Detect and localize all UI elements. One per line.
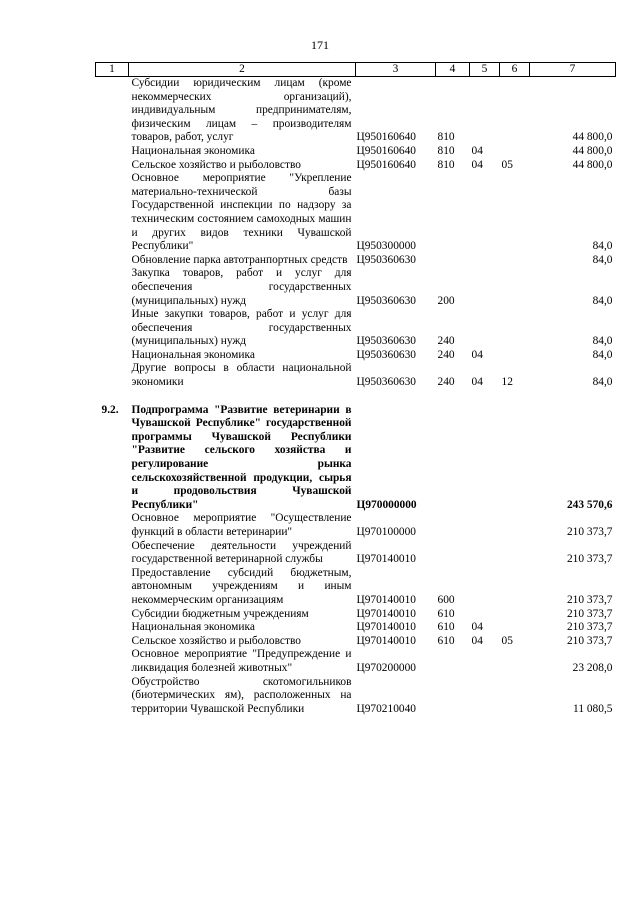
- subsection-code: [500, 145, 530, 159]
- expense-type-code: [436, 540, 470, 567]
- row-name: Другие вопросы в области национальной экономики: [131, 362, 352, 389]
- table-row: [96, 349, 616, 363]
- table-row: [96, 648, 616, 675]
- section-code: [470, 404, 500, 513]
- section-code: [470, 172, 500, 254]
- amount: 210 373,7: [566, 621, 613, 634]
- page-number: 171: [311, 38, 329, 52]
- table-row: [96, 540, 616, 567]
- subsection-code: [500, 540, 530, 567]
- column-header: 2: [129, 63, 356, 77]
- row-name: Национальная экономика: [131, 348, 255, 361]
- table-row: [96, 362, 616, 389]
- expense-type-code: 610: [437, 634, 455, 647]
- expense-type-code: 810: [437, 144, 455, 157]
- row-name: Основное мероприятие "Укрепление материально-технической базы Государственной инспекции по надзору за техническим состоянием самоходных машин и других видов техники Чувашской Республики": [131, 172, 352, 253]
- target-code: Ц950360630: [356, 376, 416, 389]
- row-index: [96, 540, 129, 567]
- expense-type-code: 810: [437, 131, 455, 144]
- row-index: [96, 145, 129, 159]
- table-row: [96, 267, 616, 308]
- section-code: [470, 676, 500, 717]
- section-code: 04: [471, 158, 483, 171]
- section-code: 04: [471, 634, 483, 647]
- expense-type-code: 610: [437, 621, 455, 634]
- amount: 44 800,0: [572, 131, 613, 144]
- expense-type-code: [436, 676, 470, 717]
- row-index: [96, 512, 129, 539]
- subsection-code: [500, 349, 530, 363]
- section-code: [470, 648, 500, 675]
- section-code: [470, 254, 500, 268]
- budget-table: [95, 62, 616, 716]
- subsection-code: [500, 172, 530, 254]
- target-code: Ц950360630: [356, 335, 416, 348]
- amount: 210 373,7: [566, 607, 613, 620]
- subsection-code: [500, 608, 530, 622]
- section-code: [470, 512, 500, 539]
- table-row: [96, 254, 616, 268]
- subsection-code: [500, 512, 530, 539]
- column-header: 4: [436, 63, 470, 77]
- subsection-code: [500, 308, 530, 349]
- row-name: Обновление парка автотранпортных средств: [131, 253, 348, 266]
- amount: 44 800,0: [572, 158, 613, 171]
- row-name: Обустройство скотомогильников (биотермических ям), расположенных на территории Чувашской Республики: [131, 675, 352, 715]
- row-index: [96, 635, 129, 649]
- section-code: 04: [471, 621, 483, 634]
- row-name: Субсидии бюджетным учреждениям: [131, 607, 309, 620]
- subsection-code: [500, 676, 530, 717]
- row-index: [96, 362, 129, 389]
- row-name: Основное мероприятие "Предупреждение и ликвидация болезней животных": [131, 648, 352, 674]
- table-row: [96, 77, 616, 145]
- section-code: 04: [471, 144, 483, 157]
- section-code: [470, 608, 500, 622]
- section-code: 04: [471, 348, 483, 361]
- table-row: [96, 567, 616, 608]
- target-code: Ц970100000: [356, 526, 416, 538]
- row-name: Субсидии юридическим лицам (кроме некоммерческих организаций), индивидуальным предпринимателям, физическим лицам – производителям товаров, работ, услуг: [131, 77, 352, 144]
- target-code: Ц950160640: [356, 131, 416, 144]
- row-index: [96, 172, 129, 254]
- target-code: Ц950160640: [356, 158, 416, 171]
- target-code: Ц970140010: [356, 634, 416, 647]
- amount: 23 208,0: [572, 661, 613, 674]
- row-name: Обеспечение деятельности учреждений государственной ветеринарной службы: [131, 539, 352, 566]
- expense-type-code: [436, 512, 470, 539]
- amount: 84,0: [592, 240, 613, 253]
- row-index: [96, 648, 129, 675]
- table-row: [96, 635, 616, 649]
- target-code: Ц970140010: [356, 607, 416, 620]
- amount: 11 080,5: [573, 702, 613, 715]
- section-code: [470, 540, 500, 567]
- table-row: [96, 404, 616, 513]
- amount: 84,0: [592, 294, 613, 307]
- amount: 84,0: [592, 376, 613, 389]
- amount: 84,0: [592, 335, 613, 348]
- target-code: Ц970200000: [356, 661, 416, 674]
- table-row: [96, 159, 616, 173]
- amount: 210 373,7: [566, 634, 613, 647]
- target-code: Ц970140010: [356, 621, 416, 634]
- target-code: Ц950360630: [356, 294, 416, 307]
- row-index: [96, 267, 129, 308]
- row-index: [96, 159, 129, 173]
- subsection-code: [500, 621, 530, 635]
- table-row: [96, 145, 616, 159]
- column-header: 5: [470, 63, 500, 77]
- spacer-row: [96, 390, 616, 404]
- expense-type-code: 610: [437, 607, 455, 620]
- amount: 84,0: [592, 253, 613, 266]
- expense-type-code: 240: [437, 335, 455, 348]
- row-index: [96, 621, 129, 635]
- subsection-code: [500, 267, 530, 308]
- row-name: Предоставление субсидий бюджетным, автономным учреждениям и иным некоммерческим организациям: [131, 566, 352, 606]
- row-index: [96, 308, 129, 349]
- section-code: [470, 267, 500, 308]
- row-name: Иные закупки товаров, работ и услуг для обеспечения государственных (муниципальных) нужд: [131, 308, 352, 348]
- row-name: Закупка товаров, работ и услуг для обеспечения государственных (муниципальных) нужд: [131, 267, 352, 307]
- row-index: [96, 608, 129, 622]
- section-code: [470, 308, 500, 349]
- column-header: 1: [96, 63, 129, 77]
- row-index: [96, 676, 129, 717]
- expense-type-code: 600: [437, 593, 455, 606]
- row-index: [96, 567, 129, 608]
- expense-type-code: 200: [437, 294, 455, 307]
- table-row: [96, 676, 616, 717]
- target-code: Ц950360630: [356, 348, 416, 361]
- section-code: [470, 567, 500, 608]
- expense-type-code: [436, 254, 470, 268]
- expense-type-code: 240: [437, 376, 455, 389]
- amount: 243 570,6: [566, 498, 613, 511]
- table-row: [96, 308, 616, 349]
- row-index: [96, 349, 129, 363]
- column-header: 6: [500, 63, 530, 77]
- subsection-code: 12: [501, 376, 513, 389]
- target-code: Ц970140010: [356, 593, 416, 606]
- expense-type-code: 810: [437, 158, 455, 171]
- target-code: Ц970000000: [356, 498, 417, 511]
- amount: 44 800,0: [572, 144, 613, 157]
- expense-type-code: [436, 172, 470, 254]
- amount: 210 373,7: [566, 553, 613, 566]
- expense-type-code: [436, 404, 470, 513]
- column-header: 3: [356, 63, 436, 77]
- section-code: 04: [471, 376, 483, 389]
- subsection-code: [500, 404, 530, 513]
- target-code: Ц950300000: [356, 240, 416, 253]
- row-name: Сельское хозяйство и рыболовство: [131, 634, 301, 647]
- amount: 210 373,7: [566, 526, 613, 538]
- target-code: Ц970140010: [356, 553, 416, 566]
- subsection-code: 05: [501, 158, 513, 171]
- table-row: [96, 621, 616, 635]
- row-index: [96, 77, 129, 145]
- table-header-row: [96, 63, 616, 77]
- table-row: [96, 512, 616, 539]
- subsection-code: [500, 648, 530, 675]
- expense-type-code: [436, 648, 470, 675]
- table-row: [96, 608, 616, 622]
- row-name: Основное мероприятие "Осуществление функций в области ветеринарии": [131, 512, 352, 538]
- column-header: 7: [530, 63, 616, 77]
- subsection-code: [500, 567, 530, 608]
- table-body: [96, 77, 616, 717]
- expense-type-code: 240: [437, 348, 455, 361]
- subsection-code: [500, 254, 530, 268]
- target-code: Ц970210040: [356, 702, 416, 715]
- row-index: [96, 254, 129, 268]
- target-code: Ц950360630: [356, 253, 416, 266]
- table-row: [96, 172, 616, 254]
- row-name: Национальная экономика: [131, 144, 255, 157]
- amount: 210 373,7: [566, 593, 613, 606]
- row-name: Национальная экономика: [131, 621, 255, 634]
- row-index: 9.2.: [101, 403, 119, 416]
- section-code: [470, 77, 500, 145]
- row-name: Сельское хозяйство и рыболовство: [131, 158, 301, 171]
- spacer-cell: [96, 390, 616, 404]
- target-code: Ц950160640: [356, 144, 416, 157]
- row-name: Подпрограмма "Развитие ветеринарии в Чувашской Республике" государственной программы Чувашской Республики "Развитие сельского хозяйства и регулирование рынка сельскохозяйственной продукции, сырья и продовольствия Чувашской Республики": [131, 403, 352, 511]
- amount: 84,0: [592, 348, 613, 361]
- subsection-code: [500, 77, 530, 145]
- subsection-code: 05: [501, 634, 513, 647]
